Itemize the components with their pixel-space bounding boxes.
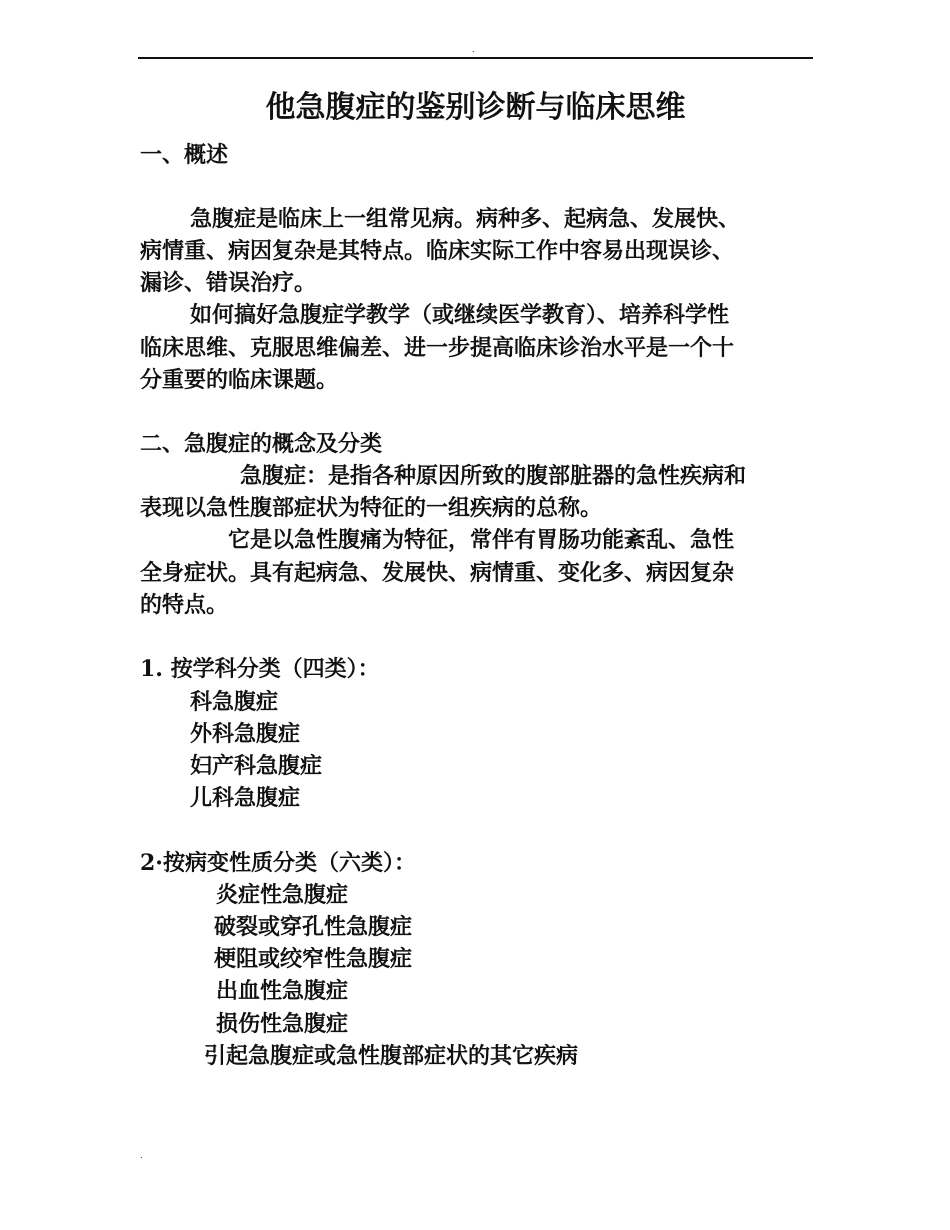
concept-paragraph-2-line-1: 它是以急性腹痛为特征，常伴有胃肠功能紊乱、急性 — [228, 527, 735, 553]
header-mark: . — [472, 45, 475, 54]
concept-paragraph-2-line-2: 全身症状。具有起病急、发展快、病情重、变化多、病因复杂 — [140, 560, 735, 586]
concept-paragraph-1-line-2: 表现以急性腹部症状为特征的一组疾病的总称。 — [140, 495, 603, 521]
class1-item: 儿科急腹症 — [190, 785, 301, 811]
class1-heading: 1. 按学科分类（四类）： — [140, 656, 380, 682]
document-title: 他急腹症的鉴别诊断与临床思维 — [265, 90, 686, 125]
concept-paragraph-1-line-1: 急腹症：是指各种原因所致的腹部脏器的急性疾病和 — [240, 463, 747, 489]
class2-item: 炎症性急腹症 — [216, 882, 349, 908]
overview-paragraph-2-line-2: 临床思维、克服思维偏差、进一步提高临床诊治水平是一个十 — [140, 335, 735, 361]
class2-item: 破裂或穿孔性急腹症 — [214, 914, 413, 940]
class2-item: 引起急腹症或急性腹部症状的其它疾病 — [204, 1043, 579, 1069]
overview-heading: 一、概述 — [140, 142, 229, 168]
overview-paragraph-2-line-1: 如何搞好急腹症学教学（或继续医学教育）、培养科学性 — [190, 302, 730, 328]
class2-item: 损伤性急腹症 — [216, 1011, 349, 1037]
class1-item: 妇产科急腹症 — [190, 753, 323, 779]
class1-item: 科急腹症 — [190, 689, 279, 715]
overview-paragraph-1-line-3: 漏诊、错误治疗。 — [140, 270, 317, 296]
class2-heading: 2·按病变性质分类（六类）： — [140, 850, 416, 876]
overview-paragraph-1-line-1: 急腹症是临床上一组常见病。病种多、起病急、发展快、 — [190, 206, 741, 232]
footer-mark: . — [140, 1151, 143, 1160]
concept-paragraph-2-line-3: 的特点。 — [140, 592, 229, 618]
class2-item: 梗阻或绞窄性急腹症 — [214, 946, 413, 972]
class1-item: 外科急腹症 — [190, 721, 301, 747]
concept-heading: 二、急腹症的概念及分类 — [140, 431, 383, 457]
overview-paragraph-2-line-3: 分重要的临床课题。 — [140, 367, 339, 393]
header-rule — [138, 57, 813, 59]
overview-paragraph-1-line-2: 病情重、病因复杂是其特点。临床实际工作中容易出现误诊、 — [140, 238, 735, 264]
class2-item: 出血性急腹症 — [216, 978, 349, 1004]
